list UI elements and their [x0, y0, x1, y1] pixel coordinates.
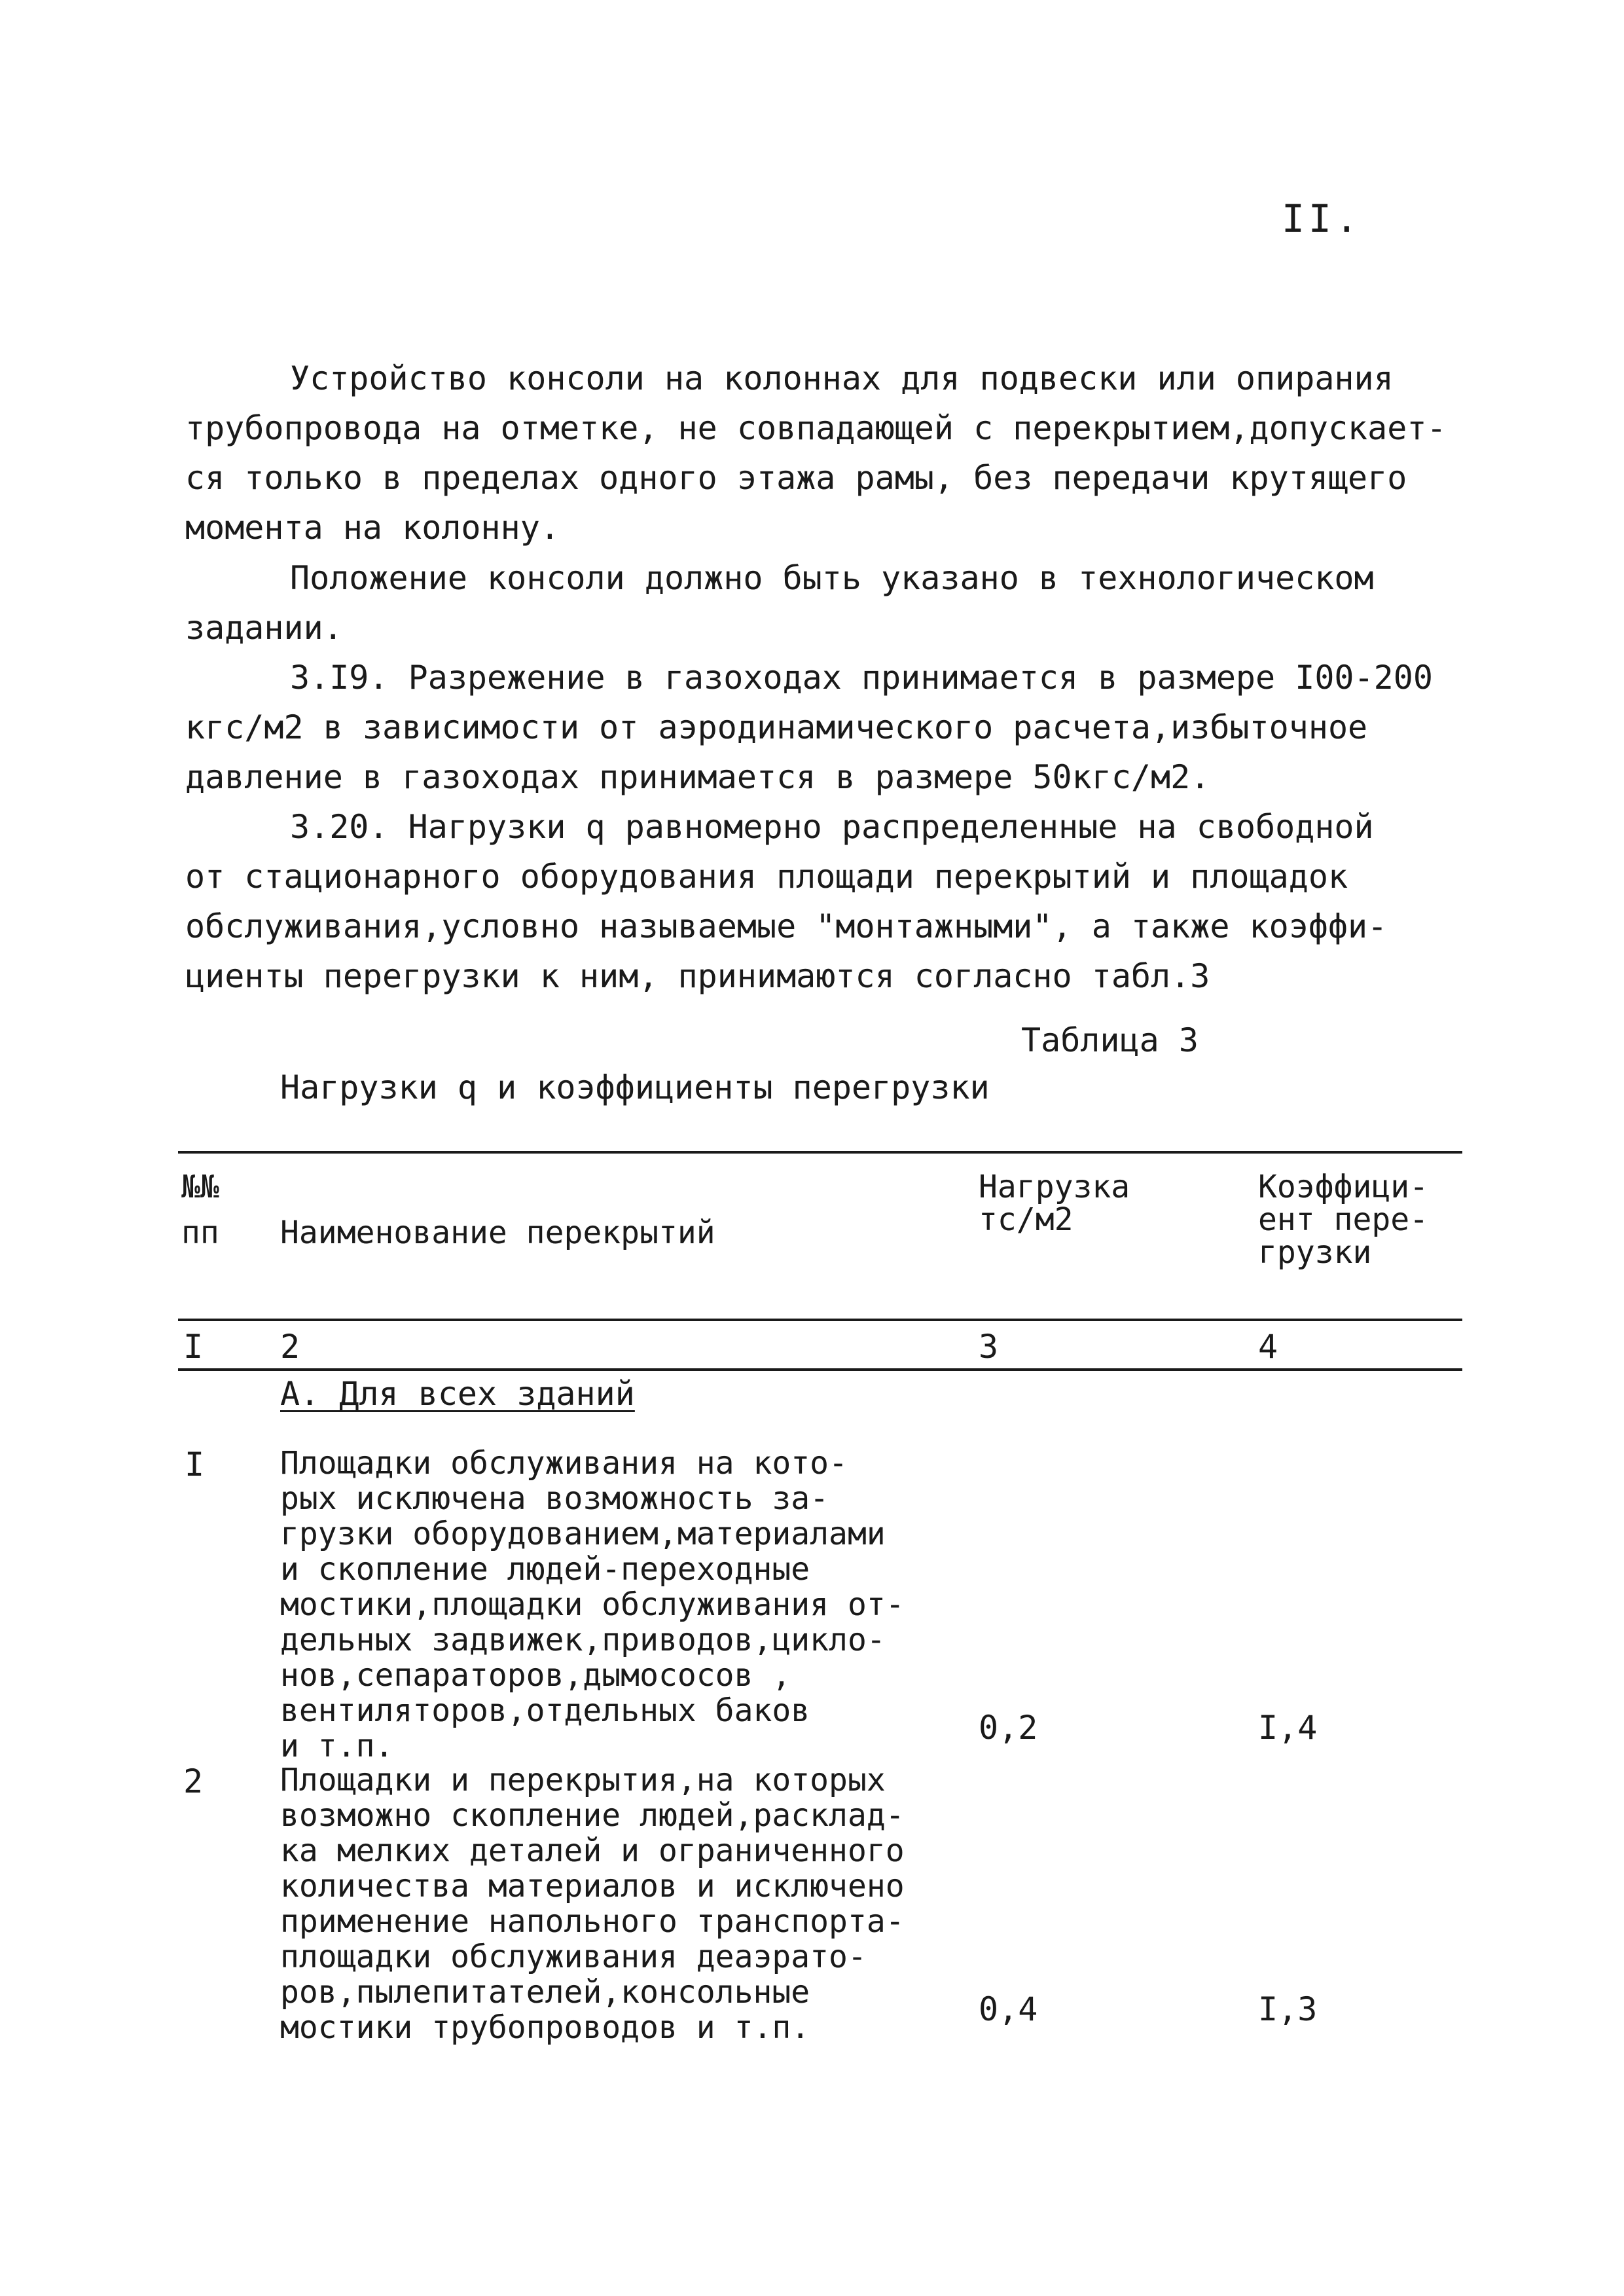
section-a-heading: А. Для всех зданий — [280, 1375, 635, 1413]
row-1-coef: I,4 — [1258, 1709, 1318, 1747]
paragraph-console-mounting: Устройство консоли на колоннах для подвески или опирания трубопровода на отметке, не совпадающей с перекрытием,допускает- ся только в пределах одного этажа рамы, без передачи крутящего момента на колонну. — [185, 359, 1447, 547]
column-number-3: 3 — [979, 1328, 999, 1366]
column-number-4: 4 — [1258, 1328, 1278, 1366]
header-name: Наименование перекрытий — [280, 1214, 715, 1251]
row-2-coef: I,3 — [1258, 1990, 1318, 2028]
table-column-number-rule — [178, 1368, 1462, 1371]
header-num: №№ пп — [181, 1169, 219, 1251]
table-top-rule — [178, 1151, 1462, 1154]
page-number: II. — [1282, 196, 1362, 241]
paragraph-3-20: 3.20. Нагрузки q равномерно распределенные на свободной от стационарного оборудования площади перекрытий и площадок обслуживания,условно называемые "монтажными", а также коэффи- циенты перегрузки к ним, принимаются согласно табл.3 — [185, 808, 1388, 995]
row-1-load: 0,2 — [979, 1709, 1038, 1747]
row-1-num: I — [185, 1446, 205, 1484]
paragraph-console-position: Положение консоли должно быть указано в технологическом задании. — [185, 559, 1374, 647]
row-2-name: Площадки и перекрытия,на которых возможно скопление людей,расклад- ка мелких деталей и ограниченного количества материалов и исключено применение напольного транспорта- площадки обслуживания деаэрато- ров,пылепитателей,консольные мостики трубопроводов и т.п. — [280, 1762, 905, 2046]
table-label: Таблица 3 — [1021, 1021, 1199, 1059]
column-number-2: 2 — [280, 1328, 300, 1366]
row-1-name: Площадки обслуживания на кото- рых исключена возможность за- грузки оборудованием,материалами и скопление людей-переходные мостики,площадки обслуживания от- дельных задвижек,приводов,цикло- нов,сепараторов,дымососов , вентиляторов,отдельных баков и т.п. — [280, 1445, 905, 1764]
column-number-1: I — [183, 1328, 204, 1366]
header-load: Нагрузка тс/м2 — [979, 1169, 1130, 1238]
row-2-load: 0,4 — [979, 1990, 1038, 2028]
table-title: Нагрузки q и коэффициенты перегрузки — [280, 1068, 990, 1106]
paragraph-3-19: 3.I9. Разрежение в газоходах принимается в размере I00-200 кгс/м2 в зависимости от аэродинамического расчета,избыточное давление в газоходах принимается в размере 50кгс/м2. — [185, 659, 1433, 796]
table-header-rule — [178, 1319, 1462, 1321]
header-coef: Коэффици- ент пере- грузки — [1258, 1169, 1429, 1271]
row-2-num: 2 — [183, 1762, 204, 1800]
